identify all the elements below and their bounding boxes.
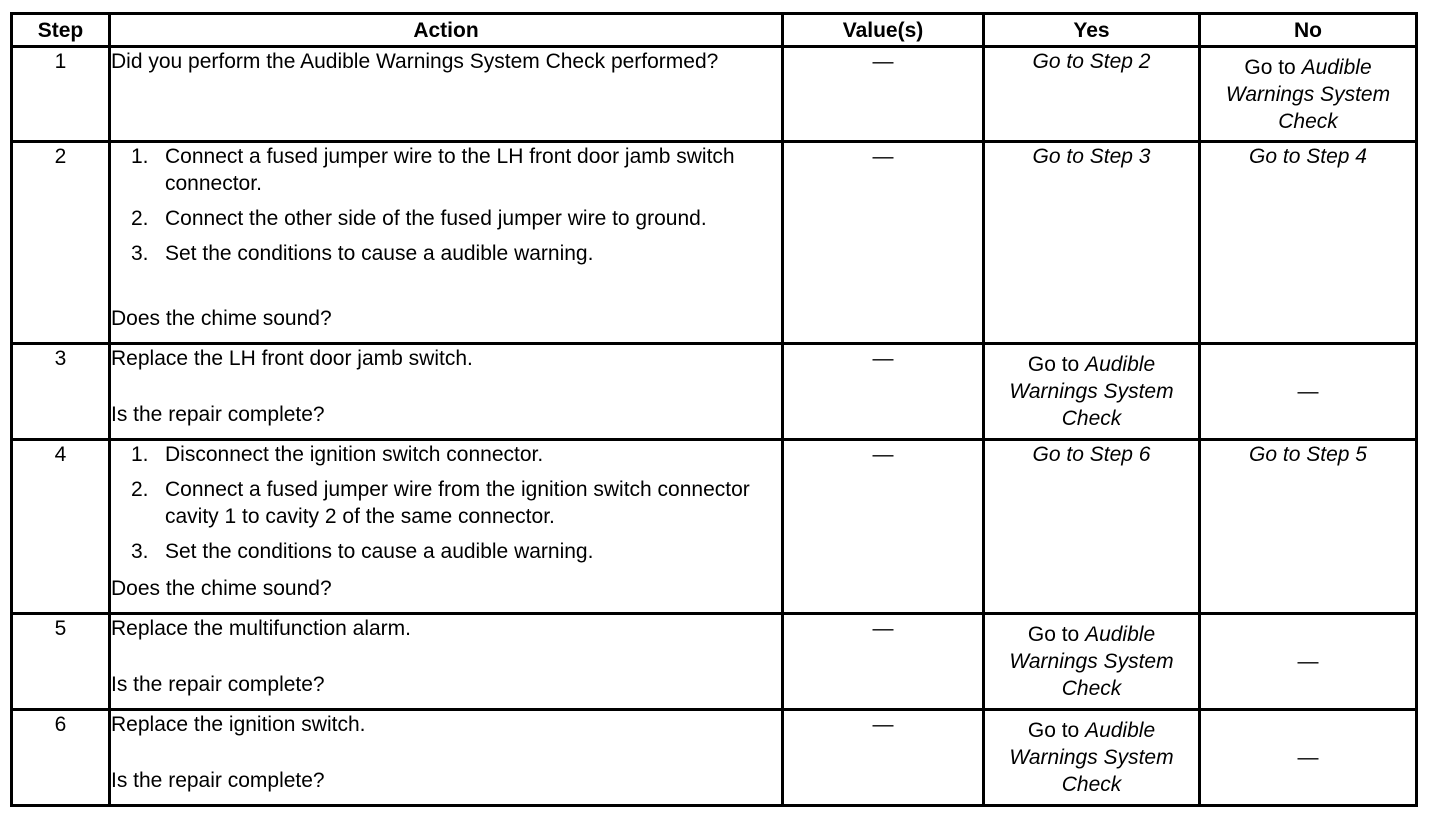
value-cell bbox=[783, 614, 984, 710]
substep-text: Set the conditions to cause a audible warning. bbox=[165, 540, 594, 563]
action-question: Is the repair complete? bbox=[111, 673, 325, 696]
yes-link-text: Go to Step 3 bbox=[1032, 145, 1151, 168]
table-row bbox=[12, 440, 1417, 614]
action-intro: Replace the ignition switch. bbox=[111, 713, 366, 736]
action-content bbox=[111, 711, 781, 794]
yes-cell bbox=[984, 142, 1200, 344]
yes-cell bbox=[984, 614, 1200, 710]
yes-cell bbox=[984, 440, 1200, 614]
no-cell bbox=[1200, 344, 1417, 440]
action-content bbox=[111, 345, 781, 428]
yes-prefix: Go to bbox=[1027, 623, 1086, 646]
header-yes: Yes bbox=[984, 14, 1200, 47]
value-cell bbox=[783, 47, 984, 142]
step-number: 1 bbox=[12, 47, 110, 142]
value-cell bbox=[783, 710, 984, 806]
action-top bbox=[111, 615, 781, 642]
action-question: Does the chime sound? bbox=[111, 307, 332, 330]
action-top bbox=[111, 345, 781, 372]
step-number: 5 bbox=[12, 614, 110, 710]
no-cell bbox=[1200, 47, 1417, 142]
substep-text: Connect a fused jumper wire from the ignition switch connector cavity 1 to cavity 2 of the same connector. bbox=[165, 478, 750, 528]
action-top bbox=[111, 711, 781, 738]
diagnostic-table bbox=[10, 12, 1418, 807]
no-link-text: Go to Step 5 bbox=[1249, 443, 1367, 466]
value-dash: — bbox=[872, 617, 894, 640]
value-cell bbox=[783, 142, 984, 344]
header-no: No bbox=[1200, 14, 1417, 47]
step-number: 2 bbox=[12, 142, 110, 344]
table-row bbox=[12, 47, 1417, 142]
yes-prefix: Go to bbox=[1027, 353, 1086, 376]
header-action: Action bbox=[110, 14, 783, 47]
no-dash: — bbox=[1297, 650, 1319, 673]
substep-text: Connect the other side of the fused jumper wire to ground. bbox=[165, 207, 707, 230]
substep-text: Disconnect the ignition switch connector. bbox=[165, 443, 544, 466]
yes-cell bbox=[984, 344, 1200, 440]
substep-number: 2. bbox=[131, 207, 149, 230]
action-content bbox=[111, 615, 781, 698]
no-cell bbox=[1200, 614, 1417, 710]
no-cell bbox=[1200, 142, 1417, 344]
action-question: Is the repair complete? bbox=[111, 769, 325, 792]
no-link-text: Go to Step 4 bbox=[1249, 145, 1367, 168]
action-intro: Replace the multifunction alarm. bbox=[111, 617, 411, 640]
action-top bbox=[111, 48, 781, 75]
substep-number: 1. bbox=[131, 145, 149, 168]
substep-item bbox=[131, 538, 781, 565]
action-intro: Replace the LH front door jamb switch. bbox=[111, 347, 473, 370]
header-step: Step bbox=[12, 14, 110, 47]
no-link-text: Audible Warnings System Check bbox=[1225, 55, 1391, 133]
no-dash: — bbox=[1297, 380, 1319, 403]
substep-text: Set the conditions to cause a audible warning. bbox=[165, 242, 594, 265]
step-number: 4 bbox=[12, 440, 110, 614]
table-row bbox=[12, 344, 1417, 440]
substep-number: 3. bbox=[131, 540, 149, 563]
table-body bbox=[12, 47, 1417, 806]
action-cell bbox=[110, 142, 783, 344]
value-cell bbox=[783, 344, 984, 440]
substep-item bbox=[131, 476, 781, 530]
no-prefix: Go to bbox=[1244, 55, 1302, 79]
no-dash: — bbox=[1297, 746, 1319, 769]
action-cell bbox=[110, 344, 783, 440]
table-header-row bbox=[12, 14, 1417, 47]
substep-number: 3. bbox=[131, 242, 149, 265]
step-number: 6 bbox=[12, 710, 110, 806]
action-content bbox=[111, 441, 781, 602]
yes-link-text: Audible Warnings System Check bbox=[1009, 623, 1174, 700]
value-dash: — bbox=[872, 145, 894, 168]
substep-item bbox=[131, 441, 781, 468]
action-content bbox=[111, 143, 781, 332]
yes-link-text: Go to Step 6 bbox=[1032, 443, 1151, 466]
substep-number: 2. bbox=[131, 478, 149, 501]
substep-list bbox=[111, 441, 781, 565]
action-content bbox=[111, 48, 781, 130]
table-row bbox=[12, 710, 1417, 806]
substep-list bbox=[111, 143, 781, 267]
yes-link-text: Audible Warnings System Check bbox=[1009, 353, 1174, 430]
value-dash: — bbox=[872, 713, 894, 736]
substep-item bbox=[131, 205, 781, 232]
substep-text: Connect a fused jumper wire to the LH front door jamb switch connector. bbox=[165, 145, 735, 195]
value-dash: — bbox=[872, 50, 894, 73]
action-top bbox=[111, 441, 781, 573]
no-cell bbox=[1200, 710, 1417, 806]
yes-cell bbox=[984, 710, 1200, 806]
action-question: Is the repair complete? bbox=[111, 403, 325, 426]
step-number: 3 bbox=[12, 344, 110, 440]
yes-link-text: Go to Step 2 bbox=[1032, 50, 1151, 73]
value-cell bbox=[783, 440, 984, 614]
substep-number: 1. bbox=[131, 443, 149, 466]
header-values: Value(s) bbox=[783, 14, 984, 47]
yes-cell bbox=[984, 47, 1200, 142]
value-dash: — bbox=[872, 347, 894, 370]
action-intro: Did you perform the Audible Warnings System Check performed? bbox=[111, 50, 719, 73]
no-cell bbox=[1200, 440, 1417, 614]
yes-link-text: Audible Warnings System Check bbox=[1009, 719, 1174, 796]
table-row bbox=[12, 614, 1417, 710]
table-row bbox=[12, 142, 1417, 344]
value-dash: — bbox=[872, 443, 894, 466]
yes-prefix: Go to bbox=[1027, 719, 1086, 742]
action-cell bbox=[110, 614, 783, 710]
action-top bbox=[111, 143, 781, 275]
substep-item bbox=[131, 240, 781, 267]
action-cell bbox=[110, 710, 783, 806]
action-cell bbox=[110, 440, 783, 614]
action-cell bbox=[110, 47, 783, 142]
substep-item bbox=[131, 143, 781, 197]
action-question: Does the chime sound? bbox=[111, 577, 332, 600]
